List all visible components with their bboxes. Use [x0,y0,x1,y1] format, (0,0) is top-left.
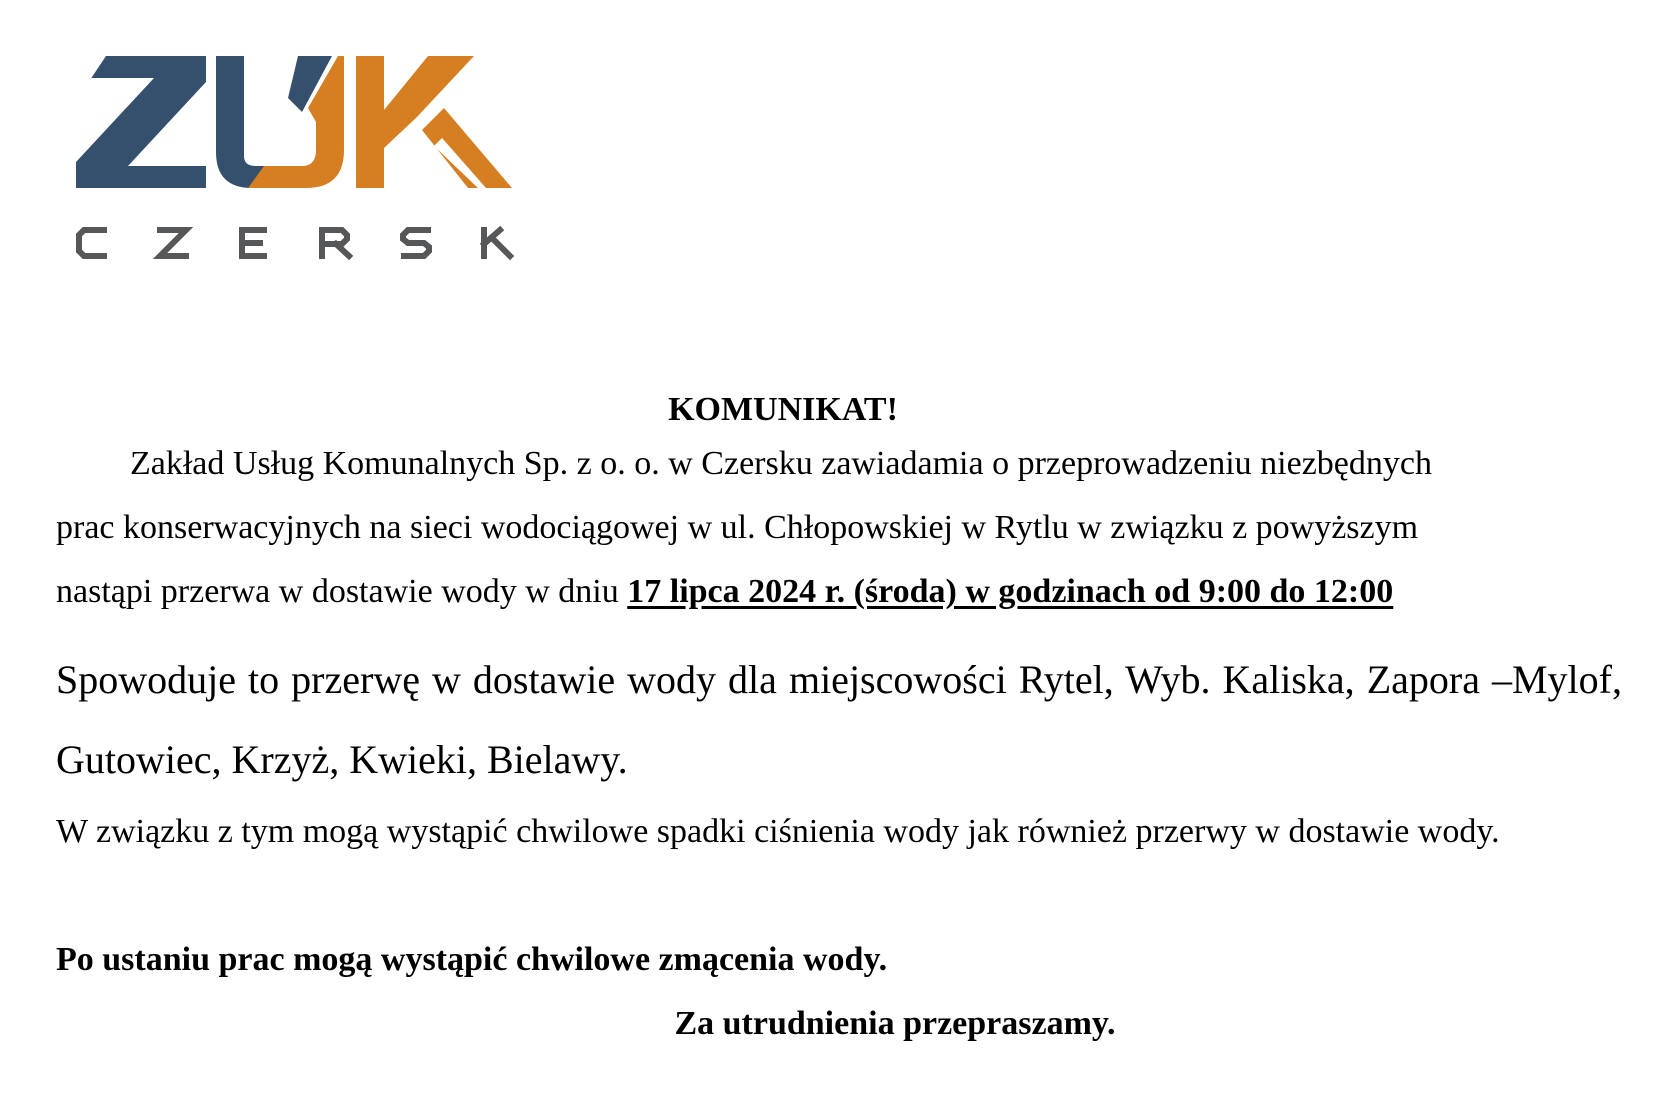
paragraph-line-1: Zakład Usług Komunalnych Sp. z o. o. w Czersku zawiadamia o przeprowadzeniu niezbędnych [130,445,1432,482]
notice-affected-localities: Spowoduje to przerwę w dostawie wody dla miejscowości Rytel, Wyb. Kaliska, Zapora –Mylof, Gutowiec, Krzyż, Kwieki, Bielawy. [56,657,1622,782]
notice-paragraph-main [56,432,1622,624]
notice-pressure-warning: W związku z tym mogą wystąpić chwilowe spadki ciśnienia wody jak również przerwy w dostawie wody. [56,813,1500,850]
paragraph-line-3-text: nastąpi przerwa w dostawie wody w dniu [56,573,628,610]
notice-turbidity-warning: Po ustaniu prac mogą wystąpić chwilowe zmącenia wody. [56,941,888,978]
paragraph-line-3 [56,560,1622,624]
notice-title [56,380,1622,440]
notice-closing [56,992,1622,1056]
zuk-czersk-logo [66,38,566,298]
notice-title-text: KOMUNIKAT! [668,391,898,428]
logo-letter-z [76,56,206,188]
outage-date-time: 17 lipca 2024 r. (środa) w godzinach od 9:00 do 12:00 [627,573,1394,610]
paragraph-line-2: prac konserwacyjnych na sieci wodociągowej w ul. Chłopowskiej w Rytlu w związku z powyższym [56,509,1419,546]
logo-city-text [79,230,510,256]
notice-closing-text: Za utrudnienia przepraszamy. [674,1005,1116,1042]
